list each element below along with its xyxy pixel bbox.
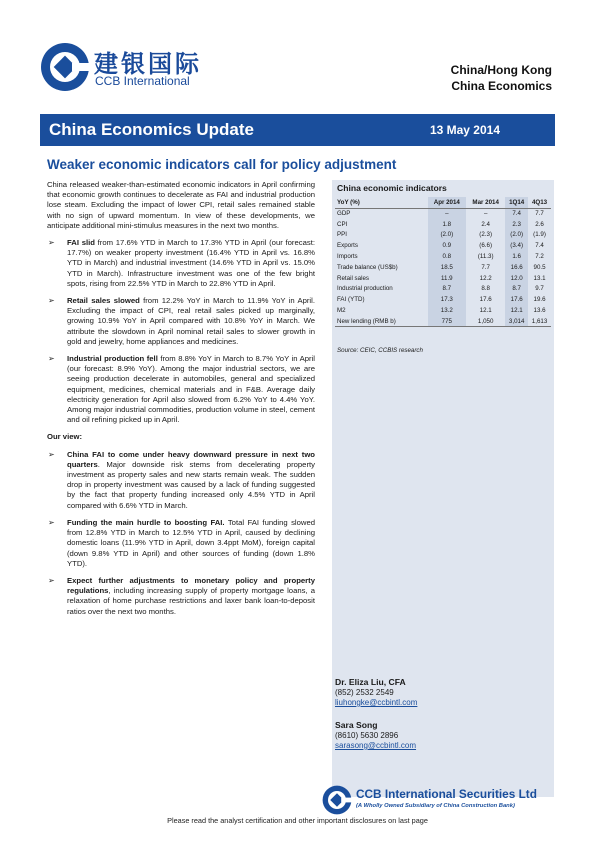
body-column: [47, 180, 315, 624]
table-cell: (11.3): [477, 253, 494, 261]
arrow-bullet-icon: ➢: [48, 296, 55, 306]
table-cell: 12.0: [505, 273, 528, 284]
table-cell: (2.0): [428, 230, 467, 241]
row-label: CPI: [337, 220, 348, 228]
table-row: [335, 273, 551, 284]
row-label: Imports: [337, 253, 358, 261]
table-cell: 12.2: [479, 274, 492, 282]
table-cell: 8.7: [428, 284, 467, 295]
table-cell: –: [483, 210, 488, 218]
arrow-bullet-icon: ➢: [48, 449, 55, 459]
table-cell: 7.4: [505, 208, 528, 219]
bullet-lead: Industrial production fell: [67, 354, 158, 364]
table-cell: 13.2: [428, 305, 467, 316]
analyst-name: Dr. Eliza Liu, CFA: [335, 677, 406, 687]
table-cell: 1,613: [528, 316, 551, 327]
table-cell: 19.6: [533, 296, 546, 304]
analyst-email-link[interactable]: liuhongke@ccbintl.com: [335, 698, 418, 707]
bullet-text: from 17.6% YTD in March to 17.3% YTD in April (our forecast: 17.7%) on weaker property investment (16.4% YTD in April vs. 16.8% YTD in March) and industrial investment (14.6% YTD in April vs. 15.0% YTD in March). Infrastructure investment was one of the few bright spots, rising from 22.5% YTD in March to 22.8% YTD in April.: [67, 238, 315, 288]
region-line-1: China/Hong Kong: [450, 63, 552, 77]
row-label: FAI (YTD): [337, 296, 365, 304]
bullet-text: , including increasing supply of property mortgage loans, a relaxation of home purchase restrictions and laxer bank loan-to-deposit ratios over the next two months.: [67, 586, 315, 616]
analyst-phone: (852) 2532 2549: [335, 687, 394, 697]
analyst-email-link[interactable]: sarasong@ccbintl.com: [335, 741, 417, 750]
ccb-logo-icon: [322, 785, 352, 815]
table-cell: 7.4: [535, 242, 544, 250]
table-cell: 2.4: [481, 220, 490, 228]
table-cell: 0.8: [428, 251, 467, 262]
table-row: [335, 262, 551, 273]
table-cell: 18.5: [428, 262, 467, 273]
footer-subsidiary: (A Wholly Owned Subsidiary of China Construction Bank): [356, 803, 515, 809]
table-cell: 90.5: [533, 263, 546, 271]
logo-chinese-text: 建银国际: [94, 50, 202, 78]
table-cell: 7.7: [481, 263, 490, 271]
footer-logo: [322, 785, 562, 819]
table-row: [335, 284, 551, 295]
table-cell: 13.1: [533, 274, 546, 282]
arrow-bullet-icon: ➢: [48, 238, 55, 248]
table-cell: 1,050: [466, 316, 505, 327]
table-cell: 13.6: [533, 307, 546, 315]
table-cell: 12.1: [479, 307, 492, 315]
intro-paragraph: China released weaker-than-estimated economic indicators in April confirming that economic growth continues to decelerate as FAI and industrial production lose steam. Excluding the impact of lower CPI, retail sales remained stable with no sign of upward momentum. In view of these developments, we anticipate additional mini-stimulus measures in the next two months.: [47, 180, 315, 230]
column-header: YoY (%): [335, 197, 428, 208]
table-cell: 16.6: [505, 262, 528, 273]
table-cell: 1.8: [428, 219, 467, 230]
footer-company-name: CCB International Securities Ltd: [356, 787, 537, 801]
report-title: China Economics Update: [49, 120, 254, 139]
bullet-industrial: [47, 354, 315, 425]
row-label: Exports: [337, 242, 358, 250]
region-label: [451, 62, 552, 94]
bullet-lead: Expect further adjustments to monetary policy and property regulations: [67, 575, 315, 596]
table-row: [335, 305, 551, 316]
ccb-logo-icon: [40, 42, 90, 92]
indicators-title: China economic indicators: [337, 183, 447, 193]
arrow-bullet-icon: ➢: [48, 575, 55, 585]
table-cell: 8.8: [481, 285, 490, 293]
table-cell: 11.9: [428, 273, 467, 284]
disclaimer: Please read the analyst certification and other important disclosures on last page: [167, 816, 428, 825]
column-header: 1Q14: [505, 197, 528, 208]
row-label: M2: [337, 307, 346, 315]
table-cell: 3,014: [505, 316, 528, 327]
bullet-fai: [47, 238, 315, 289]
analyst-name: Sara Song: [335, 720, 378, 730]
arrow-bullet-icon: ➢: [48, 354, 55, 364]
table-cell: (1.9): [533, 231, 546, 239]
table-cell: 7.7: [535, 210, 544, 218]
row-label: GDP: [337, 210, 351, 218]
table-row: [335, 251, 551, 262]
headline: Weaker economic indicators call for policy adjustment: [47, 157, 397, 172]
view-bullet-fai-pressure: [47, 450, 315, 511]
report-date: 13 May 2014: [429, 123, 500, 137]
table-row: [335, 240, 551, 251]
view-bullets: [47, 450, 315, 617]
title-banner: [40, 114, 555, 146]
row-label: Retail sales: [337, 274, 369, 282]
view-bullet-funding: [47, 518, 315, 569]
view-bullet-policy: [47, 576, 315, 617]
row-label: Trade balance (US$b): [337, 263, 398, 271]
bullet-text: . Major downside risk stems from decelerating property investment as property sales and new starts remain weak. The sudden drop in property investment was caused by a lack of funding suggested by the fact that property funding increased only 4.5% YTD in April compared with 6.6% YTD in March.: [67, 459, 315, 510]
bullet-lead: Retail sales slowed: [67, 296, 140, 306]
bullet-lead: China FAI to come under heavy downward pressure in next two quarters: [67, 449, 315, 469]
table-row: [335, 294, 551, 305]
table-row: [335, 208, 551, 219]
bullet-text: from 8.8% YoY in March to 8.7% YoY in April (our forecast: 8.9% YoY). Among the major industrial sectors, we are seeing production decelerate in automobiles, general and specialized equipment, medicines, chemical materials and in F&B. Average daily electricity generation for April also slowed from 6.2% YoY to 4.4% YoY. Among major industrial commodities, production volume in steel, cement and oil refining picked up in April.: [67, 354, 315, 425]
table-cell: 9.7: [535, 285, 544, 293]
row-label: New lending (RMB b): [335, 316, 428, 327]
table-cell: 2.6: [535, 220, 544, 228]
indicator-bullets: [47, 238, 315, 425]
table-cell: (3.4): [505, 240, 528, 251]
table-cell: 17.6: [479, 296, 492, 304]
table-cell: –: [428, 208, 467, 219]
table-cell: (6.6): [479, 242, 493, 250]
table-cell: 17.3: [428, 294, 467, 305]
table-cell: 2.3: [505, 219, 528, 230]
table-header-row: [335, 197, 551, 208]
table-cell: 7.2: [535, 253, 544, 261]
row-label: PPI: [337, 231, 347, 239]
analyst-phone: (8610) 5630 2896: [335, 730, 399, 740]
table-cell: 1.6: [505, 251, 528, 262]
region-line-2: China Economics: [451, 79, 552, 93]
indicators-table: [335, 197, 551, 327]
bullet-text: from 12.2% YoY in March to 11.9% YoY in April. Excluding the impact of CPI, real retail sales picked up marginally, growing 10.9% YoY in April compared with 10.8% YoY in March. We attribute the slowdown in April nominal retail sales to slower growth in gold and jewelry, home appliances and medicines.: [67, 296, 315, 346]
table-cell: 17.6: [505, 294, 528, 305]
table-cell: 12.1: [505, 305, 528, 316]
indicators-table-body: [335, 208, 551, 327]
sidebar: [332, 180, 554, 797]
logo-english-text: CCB International: [95, 74, 190, 88]
table-cell: (2.0): [505, 230, 528, 241]
ccb-logo: [40, 42, 230, 92]
table-cell: 8.7: [505, 284, 528, 295]
column-header: Apr 2014: [428, 197, 467, 208]
bullet-lead: Funding the main hurdle to boosting FAI.: [67, 517, 225, 527]
arrow-bullet-icon: ➢: [48, 517, 55, 527]
table-cell: 775: [428, 316, 467, 327]
bullet-retail: [47, 296, 315, 347]
table-source: Source: CEIC, CCBIS research: [337, 347, 423, 354]
table-row: [335, 219, 551, 230]
analyst-card: [335, 720, 416, 752]
table-row: [335, 230, 551, 241]
our-view-heading: Our view:: [47, 432, 83, 442]
analyst-card: [335, 677, 417, 709]
row-label: Industrial production: [337, 285, 393, 293]
table-cell: 0.9: [428, 240, 467, 251]
column-header: 4Q13: [528, 197, 551, 208]
bullet-text: Total FAI funding slowed from 12.8% YTD in March to 12.5% YTD in April, caused by declining domestic loans (11.9% YTD in April, down 3.4ppt MoM), foreign capital (down 9.8% YTD in April) and other sources of funding (down 1.8% YTD).: [67, 517, 316, 568]
table-row: [335, 316, 551, 327]
bullet-lead: FAI slid: [67, 238, 95, 248]
table-cell: (2.3): [479, 231, 493, 239]
column-header: Mar 2014: [466, 197, 505, 208]
